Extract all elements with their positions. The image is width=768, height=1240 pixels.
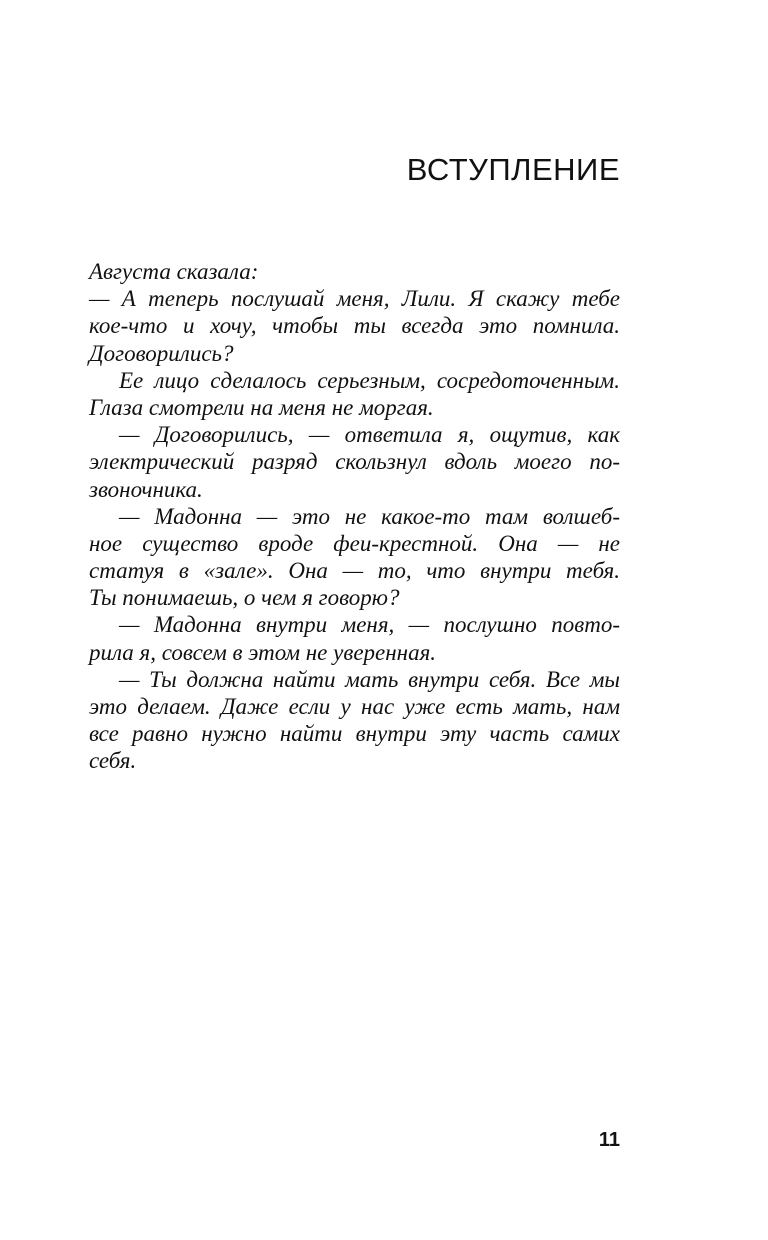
page-number: 11 — [598, 1129, 620, 1151]
text-line: — Договорились, — ответила я, ощутив, как — [119, 422, 620, 448]
text-line: Ты понимаешь, о чем я говорю? — [89, 585, 400, 611]
text-line: кое-что и хочу, чтобы ты всегда это помнила. — [89, 313, 620, 339]
text-line: рила я, совсем в этом не уверенная. — [89, 639, 437, 665]
text-line: статуя в «зале». Она — то, что внутри тебя. — [89, 558, 620, 584]
text-line: — Ты должна найти мать внутри себя. Все мы — [119, 666, 620, 692]
text-line: — Мадонна внутри меня, — послушно повто- — [119, 612, 620, 638]
text-line: — Мадонна — это не какое-то там волшеб- — [119, 503, 620, 529]
text-line: это делаем. Даже если у нас уже есть мать, нам — [89, 694, 620, 719]
chapter-text — [89, 258, 620, 775]
text-line: звоночника. — [89, 476, 203, 502]
text-line: себя. — [89, 748, 137, 774]
text-line: Договорились? — [89, 340, 234, 366]
text-line: все равно нужно найти внутри эту часть самих — [89, 721, 620, 747]
text-line: Августа сказала: — [89, 259, 259, 284]
text-line: — А теперь послушай меня, Лили. Я скажу тебе — [89, 286, 620, 312]
text-line: Ее лицо сделалось серьезным, сосредоточенным. — [119, 367, 620, 393]
text-line: электрический разряд скользнул вдоль моего по- — [89, 449, 620, 475]
text-line: Глаза смотрели на меня не моргая. — [89, 394, 434, 420]
chapter-title: ВСТУПЛЕНИЕ — [406, 152, 620, 187]
text-line: ное существо вроде феи-крестной. Она — не — [89, 530, 620, 556]
